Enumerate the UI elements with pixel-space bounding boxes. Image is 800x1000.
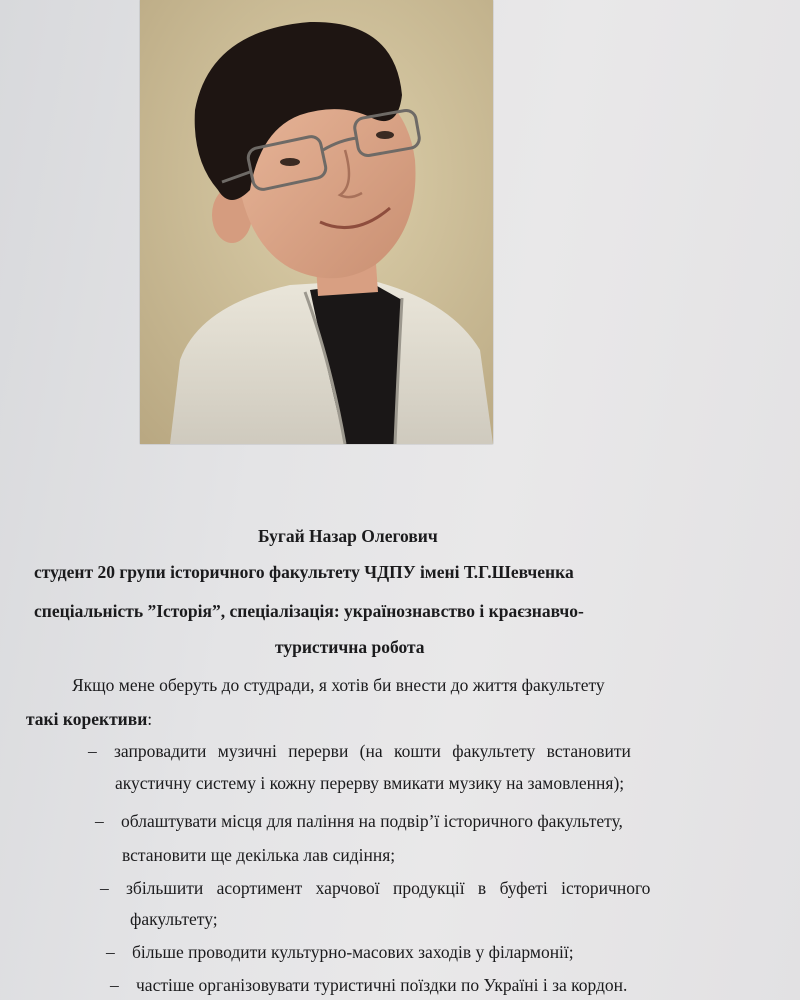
list-item [88, 741, 631, 762]
list-dash: – [100, 878, 109, 898]
list-item-text: запровадити музичні перерви (на кошти факультету встановити [114, 741, 631, 761]
list-item-text: більше проводити культурно-масових заходів у філармонії; [132, 942, 574, 962]
list-item [110, 975, 627, 996]
list-item-continuation: акустичну систему і кожну перерву вмикати музику на замовлення); [115, 773, 625, 793]
intro-colon: : [147, 709, 153, 729]
intro-text: Якщо мене оберуть до студради, я хотів би внести до життя факультету [72, 675, 605, 695]
student-name: Бугай Назар Олегович [258, 526, 438, 546]
list-item [95, 811, 623, 832]
list-dash: – [110, 975, 119, 995]
intro-bold-text: такі корективи [26, 709, 148, 729]
intro-emphasis-line [26, 709, 152, 730]
portrait-photo [140, 0, 493, 444]
list-item [100, 878, 650, 899]
list-item-continuation: встановити ще декілька лав сидіння; [122, 845, 396, 865]
list-item-continuation: факультету; [130, 909, 218, 929]
list-dash: – [88, 741, 97, 761]
specialty-line-continuation: туристична робота [275, 637, 425, 657]
portrait-illustration [140, 0, 493, 444]
student-group-line: студент 20 групи історичного факультету ЧДПУ імені Т.Г.Шевченка [34, 562, 574, 582]
list-item-text: облаштувати місця для паління на подвір’ї історичного факультету, [121, 811, 623, 831]
specialty-line: спеціальність ”Історія”, спеціалізація: українознавство і краєзнавчо- [34, 601, 584, 621]
list-dash: – [95, 811, 104, 831]
list-item-text: збільшити асортимент харчової продукції в буфеті історичного [126, 878, 651, 898]
list-dash: – [106, 942, 115, 962]
list-item [106, 942, 574, 963]
list-item-text: частіше організовувати туристичні поїздки по Україні і за кордон. [136, 975, 628, 995]
